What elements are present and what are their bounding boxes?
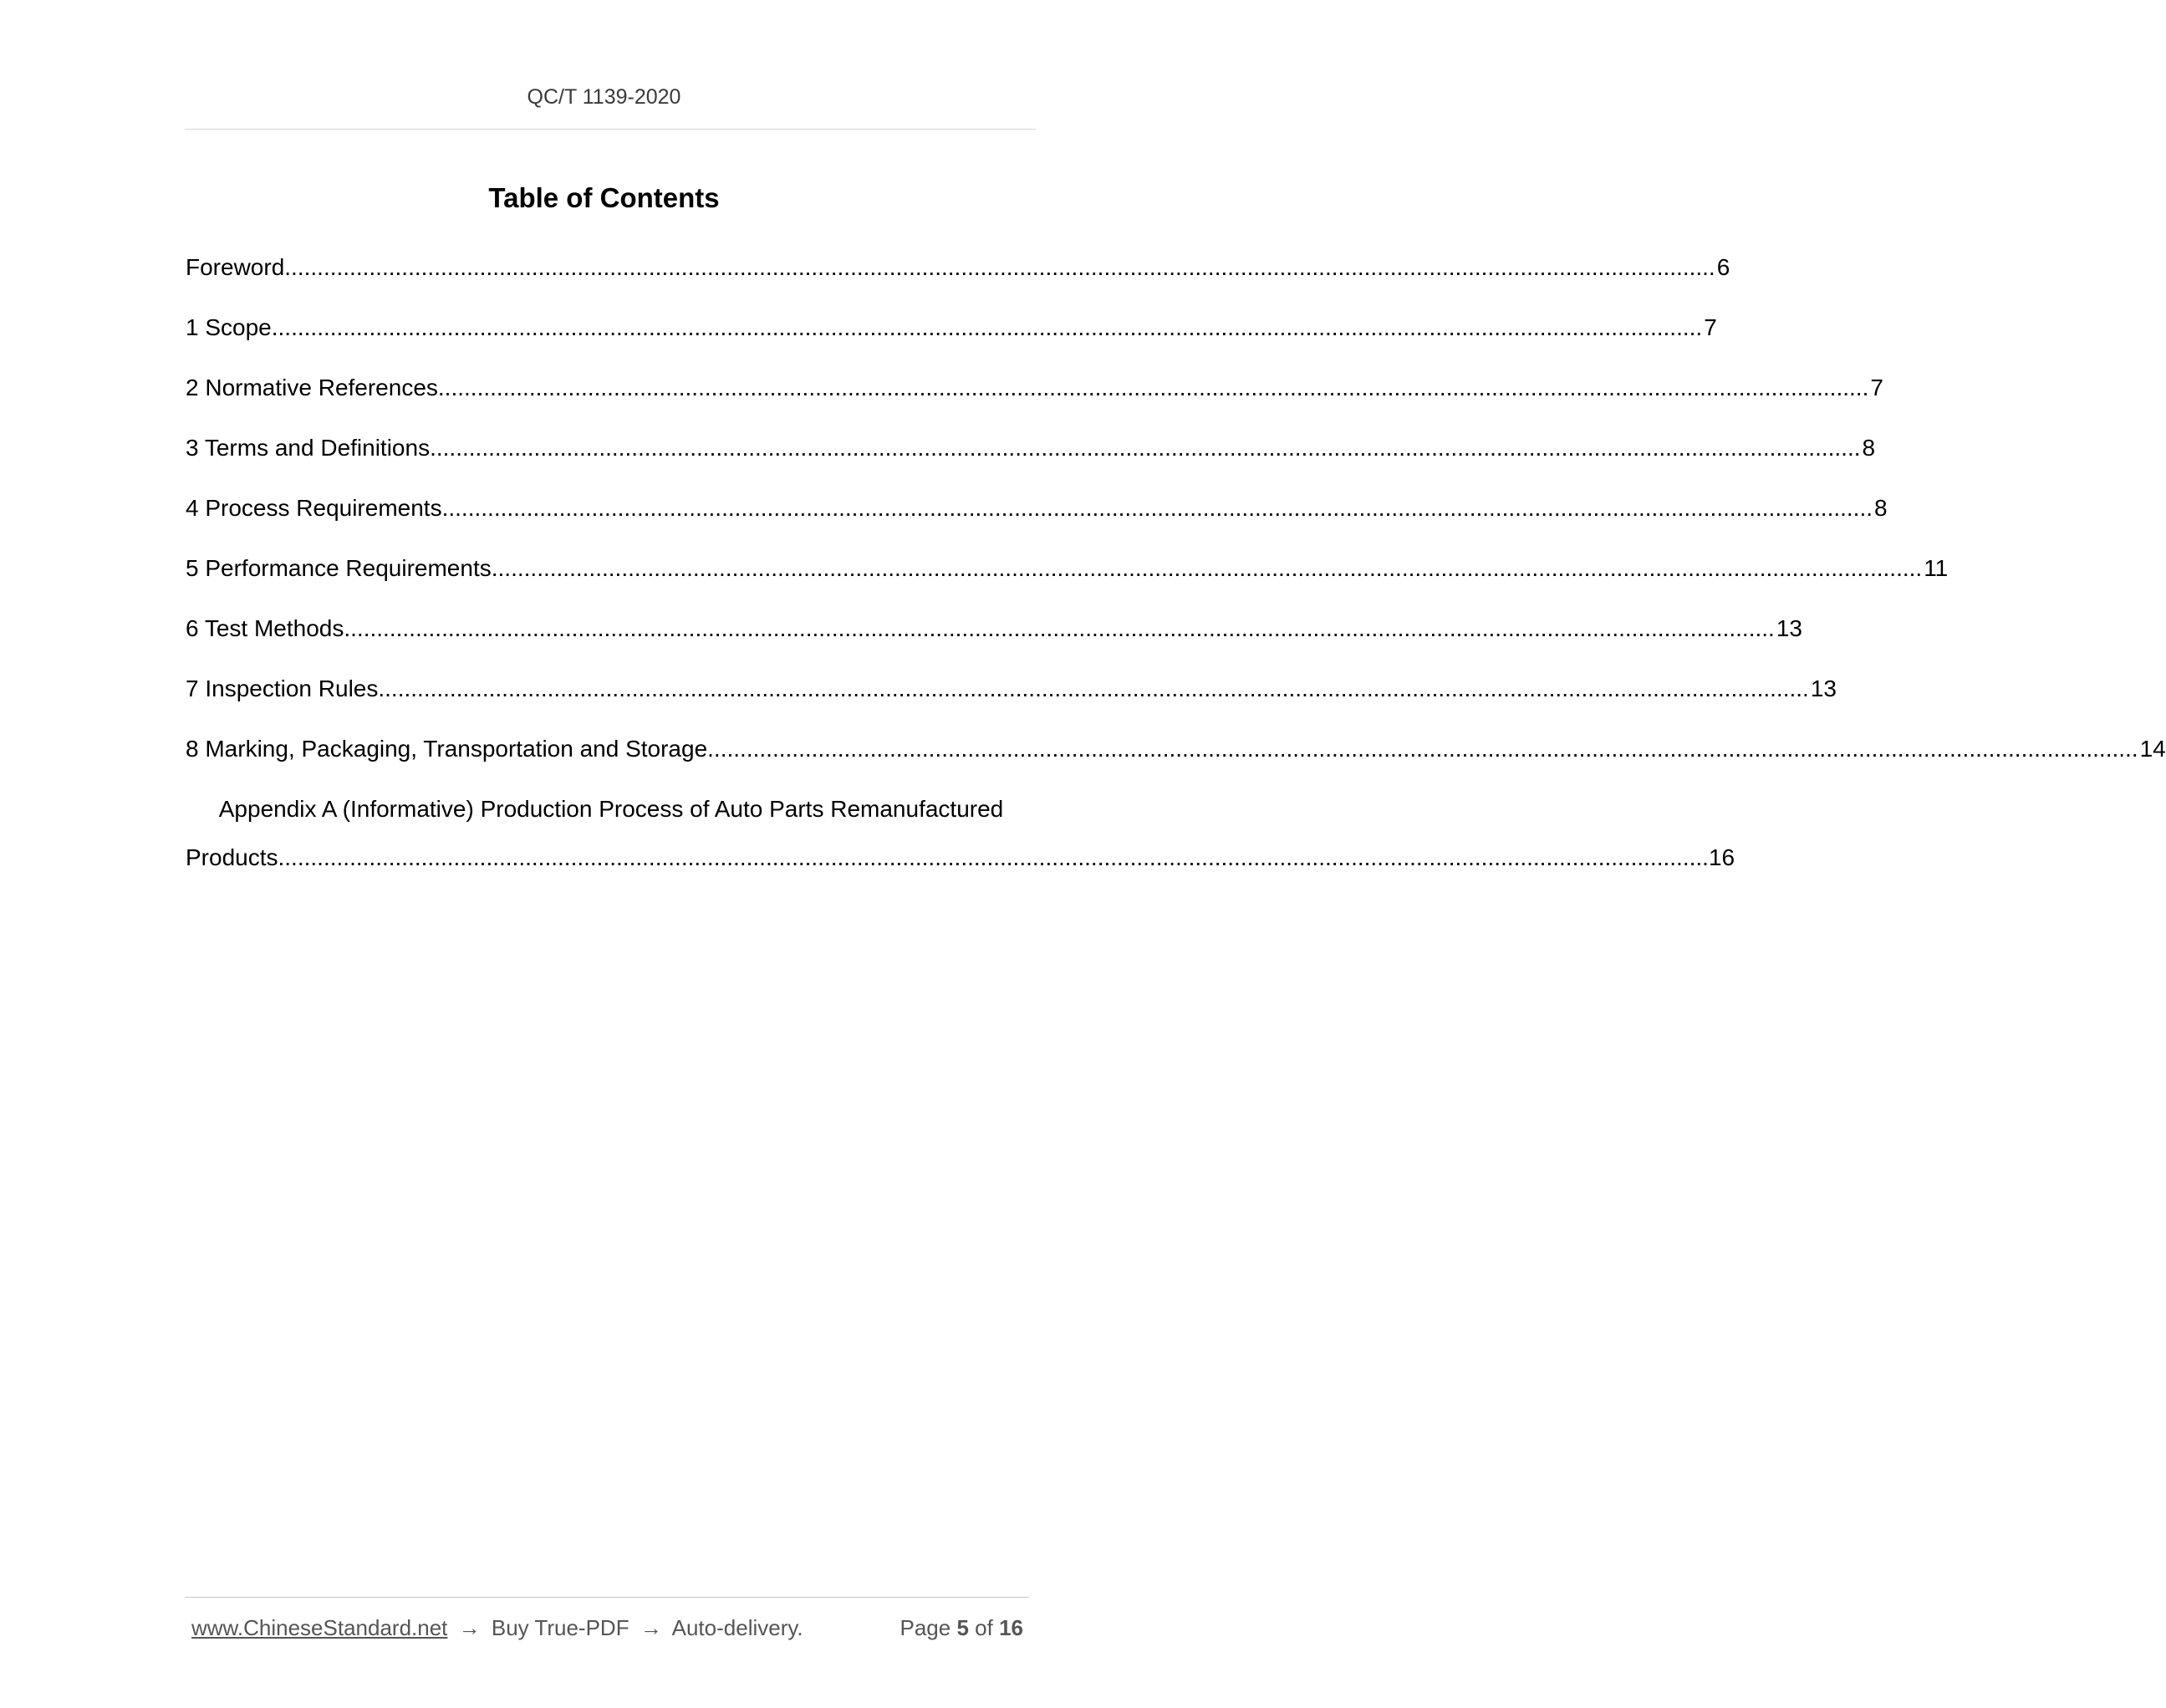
page-footer [191,1615,1023,1641]
toc-list [186,251,2166,874]
toc-leader-dots: ............................................................................................................................................................................................................................ [430,435,1861,461]
page-number [900,1615,1023,1641]
toc-appendix-continuation [186,841,1735,874]
toc-entry-page: 11 [1924,555,1949,581]
toc-entry-page: 13 [1810,676,1837,701]
toc-leader-dots: ............................................................................................................................................................................................................................ [344,615,1775,641]
toc-entry-page: 13 [1776,615,1802,641]
footer-purchase-line [191,1615,803,1641]
toc-entry-label: 7 Inspection Rules [186,676,379,701]
toc-entry-page: 8 [1862,435,1876,461]
buy-pdf-text: Buy True-PDF [491,1615,629,1640]
toc-entry-normative-references[interactable] [186,371,1883,431]
page-prefix: Page [900,1615,951,1640]
toc-entry-label: 5 Performance Requirements [186,555,492,581]
toc-entry-label: Foreword [186,254,285,280]
toc-leader-dots: ............................................................................................................................................................................................................................ [284,254,1715,280]
toc-leader-dots: ............................................................................................................................................................................................................................ [491,555,1923,581]
toc-entry-terms-definitions[interactable] [186,431,1876,492]
toc-entry-page: 6 [1716,254,1730,280]
toc-entry-label: 1 Scope [186,314,272,340]
toc-entry-process-requirements[interactable] [186,492,1888,552]
toc-leader-dots: ............................................................................................................................................................................................................................ [707,736,2138,762]
toc-entry-performance-requirements[interactable] [186,552,1949,612]
toc-entry-page: 8 [1874,495,1888,521]
toc-entry-page: 16 [1708,844,1735,870]
toc-entry-page: 7 [1870,375,1883,400]
toc-leader-dots: ............................................................................................................................................................................................................................ [271,314,1703,340]
toc-entry-inspection-rules[interactable] [186,672,1837,732]
toc-leader-dots: ............................................................................................................................................................................................................................ [437,375,1869,400]
toc-entry-appendix-a[interactable] [186,793,1735,874]
arrow-right-icon: → [640,1615,662,1640]
toc-entry-page: 14 [2139,736,2166,762]
toc-entry-foreword[interactable] [186,251,1730,311]
toc-title: Table of Contents [488,182,720,213]
header-divider [185,129,1036,130]
toc-entry-label: 4 Process Requirements [186,495,442,521]
toc-entry-label: 8 Marking, Packaging, Transportation and Storage [186,736,708,762]
toc-appendix-title: Appendix A (Informative) Production Process of Auto Parts Remanufactured [218,796,1004,822]
toc-entry-label: 6 Test Methods [186,615,344,641]
toc-entry-page: 7 [1704,314,1717,340]
toc-leader-dots: ............................................................................................................................................................................................................................ [441,495,1873,521]
toc-entry-test-methods[interactable] [186,612,1802,672]
auto-delivery-text: Auto-delivery. [671,1615,803,1640]
arrow-right-icon: → [458,1615,481,1640]
site-link[interactable]: www.ChineseStandard.net [191,1615,448,1640]
footer-divider [185,1597,1029,1598]
header-doc-code: QC/T 1139-2020 [527,85,681,109]
page-current: 5 [956,1615,969,1640]
toc-entry-label: 3 Terms and Definitions [186,435,431,461]
toc-appendix-title-end: Products [186,844,278,870]
toc-entry-marking-packaging[interactable] [186,732,2166,793]
page-of: of [975,1615,993,1640]
toc-entry-label: 2 Normative References [186,375,438,400]
toc-leader-dots: ............................................................................................................................................................................................................................ [278,844,1709,870]
toc-entry-scope[interactable] [186,311,1717,371]
page-total: 16 [999,1615,1023,1640]
toc-leader-dots: ............................................................................................................................................................................................................................ [378,676,1809,701]
